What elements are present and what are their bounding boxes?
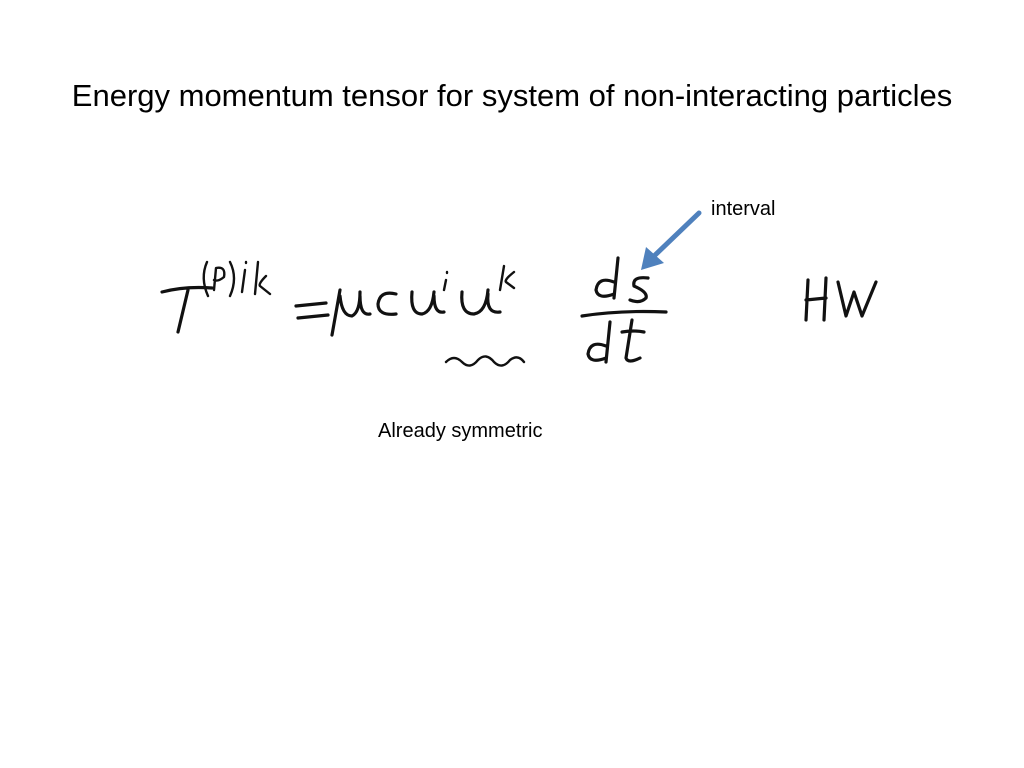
- ink-superscript-p: [204, 262, 234, 296]
- ink-ds: [596, 258, 648, 302]
- ink-H: [806, 278, 826, 320]
- ink-equals: [296, 303, 328, 318]
- ink-superscript-k: [500, 266, 514, 290]
- arrow-shaft: [652, 213, 699, 258]
- symmetry-note: Already symmetric: [378, 420, 543, 442]
- handwritten-hw: [806, 278, 876, 320]
- slide-title: Energy momentum tensor for system of non-interacting particles: [71, 78, 953, 113]
- ink-fraction-bar: [582, 312, 666, 317]
- arrow-to-ds: [641, 213, 699, 270]
- ink-superscript-i: [444, 272, 447, 290]
- ink-dt: [588, 320, 644, 362]
- ink-c: [378, 293, 396, 314]
- ink-superscript-ik: [242, 262, 270, 294]
- ink-W: [838, 282, 876, 316]
- handwritten-equation: [162, 258, 666, 366]
- ink-u-k: [462, 290, 500, 314]
- interval-label: interval: [711, 198, 776, 220]
- ink-squiggle: [446, 356, 524, 365]
- ink-T: [162, 288, 212, 333]
- ink-mu: [332, 290, 370, 335]
- ink-u-i: [412, 292, 444, 314]
